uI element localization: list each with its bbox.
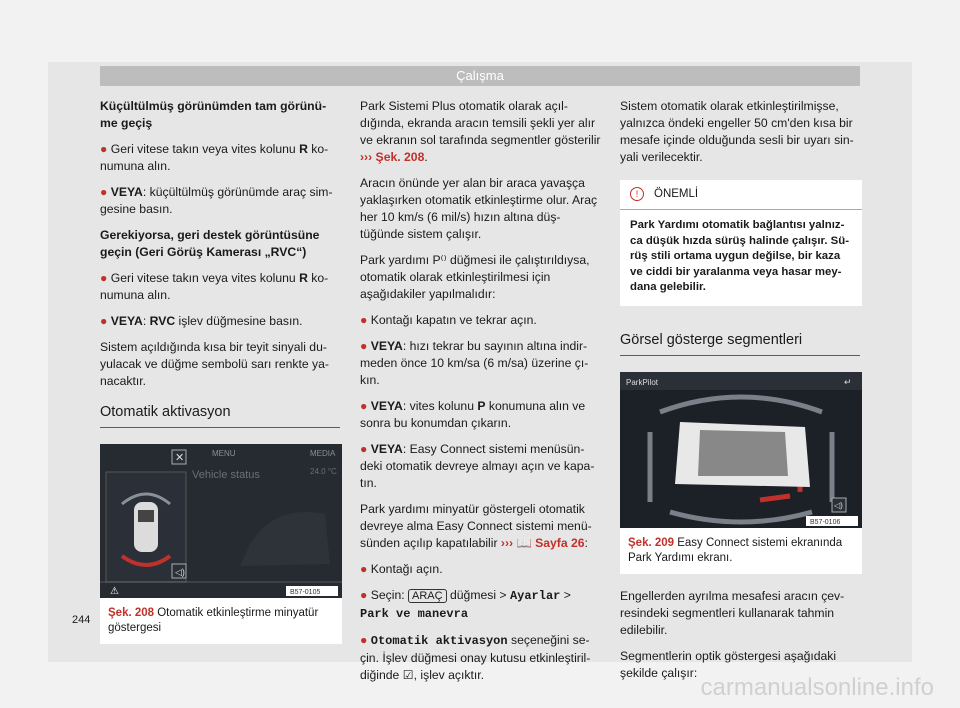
- figure-code: B57-0106: [810, 518, 841, 526]
- column-1: [100, 98, 342, 644]
- paragraph: Segmentlerin optik göstergesi aşağıdaki şekilde çalışır:: [620, 648, 837, 680]
- watermark: carmanualsonline.info: [700, 674, 934, 701]
- page-number: 244: [72, 614, 91, 626]
- page-reference-link[interactable]: Sayfa 26: [531, 536, 585, 550]
- subheading-rear-camera: Gerekiyorsa, geri destek görüntüsüne geçin (Geri Görüş Kamerası „RVC“): [100, 228, 320, 259]
- bullet-item: ● VEYA: vites kolunu P konumuna alın ve sonra bu konumdan çıkarın.: [360, 399, 586, 430]
- heading-auto-activation: Otomatik aktivasyon: [100, 404, 340, 428]
- paragraph: Park yardımı P⁽⁾ düğmesi ile çalıştırıldıysa, otomatik olarak etkinleştirilmesi için aşağıdakiler yapılmalıdır:: [360, 253, 590, 301]
- sound-icon: ◁): [175, 567, 185, 577]
- bullet-item: ● Kontağı kapatın ve tekrar açın.: [360, 313, 537, 327]
- screen-temp: 24.0 °C: [310, 467, 337, 476]
- column-2: [360, 98, 602, 693]
- bullet-item: ● Geri vitese takın veya vites kolunu R ko-numuna alın.: [100, 142, 329, 173]
- book-icon: 📖: [516, 536, 532, 550]
- heading-visual-segments: Görsel gösterge segmentleri: [620, 332, 860, 356]
- figure-caption: Şek. 208 Otomatik etkinleştirme minyatür göstergesi: [108, 607, 319, 634]
- screen-title: ParkPilot: [626, 377, 659, 387]
- bullet-item: ● Otomatik aktivasyon seçeneğini se-çin. İşlev düğmesi onay kutusu etkinleştiril-diğinde ☑, işlev açıktır.: [360, 633, 591, 682]
- bullet-item: ● VEYA: RVC işlev düğmesine basın.: [100, 314, 303, 328]
- sound-icon: ◁): [834, 500, 843, 510]
- car-icon: [134, 502, 158, 552]
- screen-title: Vehicle status: [192, 469, 260, 481]
- bullet-item: ● VEYA: küçültülmüş görünümde araç sim-gesine basın.: [100, 185, 333, 216]
- bullet-item: ● Kontağı açın.: [360, 562, 443, 576]
- car-button-key: ARAÇ: [408, 589, 447, 603]
- bullet-item: ● VEYA: Easy Connect sistemi menüsün-deki otomatik devreye almayı açın ve kapa-tın.: [360, 442, 595, 490]
- column-3: [620, 98, 862, 691]
- subheading-reduced-view: Küçültülmüş görünümden tam görünü-me geçiş: [100, 99, 327, 130]
- figure-209-image: [620, 372, 862, 528]
- bullet-item: ● Geri vitese takın veya vites kolunu R ko-numuna alın.: [100, 271, 329, 302]
- warning-body: Park Yardımı otomatik bağlantısı yalnız-ca düşük hızda sürüş halinde çalışır. Sü-rüş stili ortama uygun değilse, bir kaza ve ciddi bir yaralanma veya hasar mey-dana gelebilir.: [630, 219, 850, 293]
- info-icon: !: [630, 187, 644, 201]
- close-icon: ✕: [175, 452, 185, 464]
- paragraph: Aracın önünde yer alan bir araca yavaşça yaklaşırken otomatik etkinleştirme olur. Araç her 10 km/s (6 mil/s) hızın altına düş-tüğünde sistem çalışır.: [360, 176, 598, 241]
- figure-208-image: [100, 444, 342, 598]
- screen-menu-label: MENU: [212, 449, 236, 458]
- paragraph: Park yardımı minyatür göstergeli otomatik devreye alma Easy Connect sistemi menü-sünden açılıp kapatılabilir ››› 📖 Sayfa 26:: [360, 502, 592, 550]
- warning-header: ! ÖNEMLİ: [620, 180, 862, 210]
- bullet-item: ● Seçin: ARAÇ düğmesi > Ayarlar > Park ve manevra: [360, 588, 571, 621]
- figure-208: [100, 444, 342, 644]
- warning-icon: ⚠: [110, 586, 119, 597]
- figure-209: [620, 372, 862, 574]
- paragraph: Sistem otomatik olarak etkinleştirilmişse, yalnızca öndeki engeller 50 cm'den kısa bir mesafe içinde olduğunda sesli bir uyarı sin-yali verilecektir.: [620, 99, 854, 164]
- paragraph: Sistem açıldığında kısa bir teyit sinyali du-yulacak ve düğme sembolü sarı renkte ya-nacaktır.: [100, 340, 329, 388]
- screen-media-label: MEDIA: [310, 449, 336, 458]
- figure-caption: Şek. 209 Easy Connect sistemi ekranında Park Yardımı ekranı.: [628, 536, 843, 564]
- paragraph: Park Sistemi Plus otomatik olarak açıl-dığında, ekranda aracın temsili şekli yer alır ve ekranın sol tarafında segmentler gösterilir ››› Şek. 208.: [360, 99, 601, 164]
- warning-box: [620, 180, 862, 306]
- figure-code: B57-0105: [290, 589, 321, 596]
- bullet-item: ● VEYA: hızı tekrar bu sayının altına indir-meden önce 10 km/sa (6 m/sa) üzerine çı-kın.: [360, 339, 589, 387]
- section-header: Çalışma: [100, 66, 860, 86]
- paragraph: Engellerden ayrılma mesafesi aracın çev-resindeki segmentleri kullanarak tahmin edilebilir.: [620, 588, 845, 637]
- back-icon: ↵: [844, 376, 852, 387]
- figure-reference-link[interactable]: ››› Şek. 208: [360, 150, 425, 164]
